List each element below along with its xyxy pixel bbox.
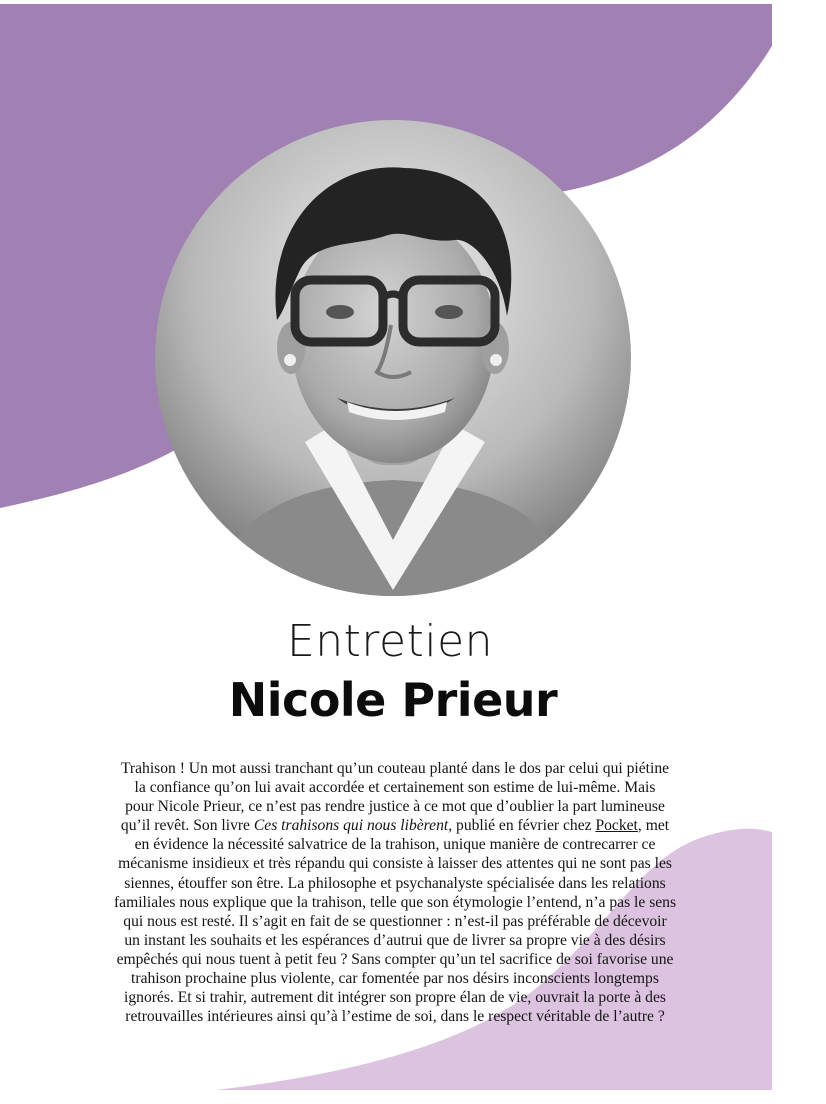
article-kicker: Entretien bbox=[286, 616, 494, 667]
intro-line: ignorés. Et si trahir, autrement dit intégrer son propre élan de vie, ouvrait la porte à des bbox=[124, 989, 666, 1007]
publisher-link[interactable]: Pocket bbox=[595, 817, 638, 835]
portrait-illustration bbox=[155, 120, 631, 596]
intro-line: mécanisme insidieux et très répandu qui consiste à laisser des attentes qui ne sont pas les bbox=[118, 855, 672, 873]
intro-line: siennes, étouffer son être. La philosophe et psychanalyste spécialisée dans les relations bbox=[124, 874, 666, 892]
intro-line: en évidence la nécessité salvatrice de la trahison, unique manière de contrecarrer ce bbox=[134, 836, 656, 854]
right-margin-strip bbox=[773, 0, 826, 1104]
intro-line: familiales nous explique que la trahison, telle que son étymologie l’entend, n’a pas le sens bbox=[113, 893, 677, 911]
article-intro bbox=[96, 759, 694, 1026]
intro-line-mid: , publié en février chez bbox=[448, 817, 596, 835]
intro-line: retrouvailles intérieures ainsi qu’à l’estime de soi, dans le respect véritable de l’autre ? bbox=[125, 1008, 665, 1026]
portrait-photo bbox=[155, 120, 631, 596]
book-title: Ces trahisons qui nous libèrent bbox=[253, 817, 449, 835]
intro-line-start: qu’il revêt. Son livre bbox=[120, 817, 254, 835]
intro-line: empêchés qui nous tuent à petit feu ? Sans compter qu’un tel sacrifice de soi favorise une bbox=[116, 950, 674, 968]
interviewee-name: Nicole Prieur bbox=[228, 673, 558, 727]
intro-line: pour Nicole Prieur, ce n’est pas rendre justice à ce mot que d’oublier la part lumineuse bbox=[125, 798, 665, 816]
intro-line: la confiance qu’on lui avait accordée et certainement son estime de lui-même. Mais bbox=[134, 779, 656, 797]
intro-line: qui nous est resté. Il s’agit en fait de se questionner : n’est-il pas préférable de décevoir bbox=[123, 912, 667, 930]
intro-line-end: , met bbox=[637, 817, 670, 835]
intro-line bbox=[96, 816, 694, 835]
intro-line: trahison prochaine plus violente, car fomentée par nos désirs inconscients longtemps bbox=[131, 970, 659, 988]
intro-line: un instant les souhaits et les espérances d’autrui que de livrer sa propre vie à des désirs bbox=[124, 931, 666, 949]
intro-line: Trahison ! Un mot aussi tranchant qu’un couteau planté dans le dos par celui qui piétine bbox=[120, 760, 670, 777]
